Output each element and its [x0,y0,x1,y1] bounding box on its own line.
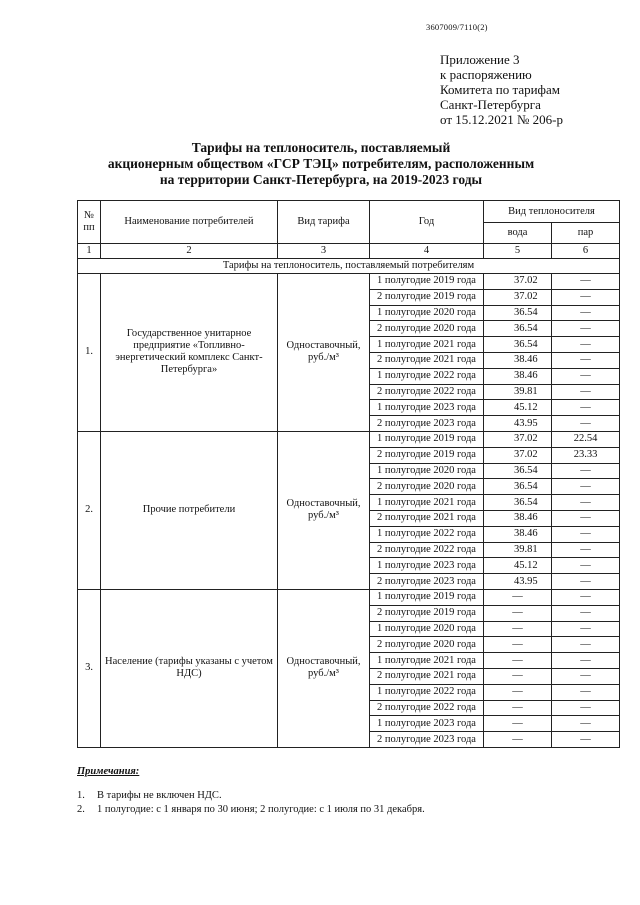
steam-value: — [552,668,620,684]
note-number: 2. [77,804,85,815]
period-cell: 1 полугодие 2021 года [370,337,484,353]
water-value: 45.12 [484,558,552,574]
period-cell: 1 полугодие 2021 года [370,495,484,511]
steam-value: 23.33 [552,447,620,463]
steam-value: — [552,684,620,700]
period-cell: 1 полугодие 2021 года [370,653,484,669]
appendix-line: к распоряжению [440,67,532,82]
water-value: — [484,621,552,637]
water-value: — [484,700,552,716]
water-value: — [484,605,552,621]
period-cell: 2 полугодие 2020 года [370,637,484,653]
period-cell: 1 полугодие 2023 года [370,558,484,574]
header-carrier-type: Вид теплоносителя [484,201,620,223]
header-water: вода [484,223,552,244]
steam-value: — [552,400,620,416]
index-cell: 5 [484,244,552,259]
steam-value: — [552,510,620,526]
index-cell: 1 [78,244,101,259]
period-cell: 2 полугодие 2019 года [370,289,484,305]
water-value: 43.95 [484,574,552,590]
note-item [77,789,425,803]
header-steam: пар [552,223,620,244]
water-value: 43.95 [484,416,552,432]
tariff-type: Одноставочный, руб./м³ [278,274,370,432]
steam-value: — [552,605,620,621]
period-cell: 2 полугодие 2022 года [370,700,484,716]
index-cell: 6 [552,244,620,259]
water-value: 36.54 [484,305,552,321]
appendix-line: Приложение 3 [440,52,520,67]
period-cell: 2 полугодие 2021 года [370,510,484,526]
water-value: — [484,668,552,684]
water-value: 36.54 [484,463,552,479]
steam-value: — [552,574,620,590]
index-row [78,244,620,259]
water-value: 45.12 [484,400,552,416]
steam-value: — [552,352,620,368]
table-row [78,274,620,290]
steam-value: — [552,321,620,337]
group-number: 2. [78,431,101,589]
period-cell: 1 полугодие 2023 года [370,716,484,732]
steam-value: — [552,384,620,400]
water-value: 37.02 [484,447,552,463]
period-cell: 2 полугодие 2023 года [370,574,484,590]
period-cell: 1 полугодие 2019 года [370,589,484,605]
index-cell: 3 [278,244,370,259]
header-consumers: Наименование потребителей [101,201,278,244]
consumer-name: Население (тарифы указаны с учетом НДС) [101,589,278,747]
water-value: 38.46 [484,510,552,526]
period-cell: 1 полугодие 2019 года [370,274,484,290]
note-text: В тарифы не включен НДС. [97,790,222,801]
index-cell: 4 [370,244,484,259]
period-cell: 2 полугодие 2021 года [370,352,484,368]
index-cell: 2 [101,244,278,259]
table-row [78,589,620,605]
period-cell: 1 полугодие 2019 года [370,431,484,447]
water-value: 36.54 [484,321,552,337]
water-value: — [484,653,552,669]
steam-value: — [552,716,620,732]
steam-value: — [552,621,620,637]
water-value: 38.46 [484,352,552,368]
appendix-line: от 15.12.2021 № 206-р [440,112,563,127]
period-cell: 1 полугодие 2020 года [370,463,484,479]
document-number: 3607009/7110(2) [426,22,488,32]
appendix-line: Санкт-Петербурга [440,97,541,112]
period-cell: 1 полугодие 2022 года [370,526,484,542]
period-cell: 2 полугодие 2019 года [370,447,484,463]
period-cell: 2 полугодие 2020 года [370,479,484,495]
water-value: 36.54 [484,337,552,353]
steam-value: — [552,479,620,495]
water-value: 39.81 [484,384,552,400]
period-cell: 1 полугодие 2022 года [370,684,484,700]
steam-value: — [552,589,620,605]
consumer-name: Государственное унитарное предприятие «Топливно-энергетический комплекс Санкт-Петербурга» [101,274,278,432]
groups-body [78,274,620,748]
appendix-block [440,52,563,127]
steam-value: — [552,558,620,574]
water-value: — [484,637,552,653]
water-value: — [484,716,552,732]
tariff-type: Одноставочный, руб./м³ [278,431,370,589]
water-value: — [484,684,552,700]
water-value: 38.46 [484,526,552,542]
steam-value: 22.54 [552,431,620,447]
note-number: 1. [77,790,85,801]
header-num: № пп [78,201,101,244]
header-tariff-type: Вид тарифа [278,201,370,244]
period-cell: 1 полугодие 2020 года [370,621,484,637]
period-cell: 2 полугодие 2021 года [370,668,484,684]
group-number: 3. [78,589,101,747]
steam-value: — [552,274,620,290]
water-value: 37.02 [484,274,552,290]
title-line: Тарифы на теплоноситель, поставляемый [191,140,451,155]
water-value: 36.54 [484,479,552,495]
consumer-name: Прочие потребители [101,431,278,589]
period-cell: 2 полугодие 2019 года [370,605,484,621]
steam-value: — [552,368,620,384]
notes-block [77,766,425,817]
steam-value: — [552,463,620,479]
water-value: — [484,732,552,748]
steam-value: — [552,526,620,542]
period-cell: 2 полугодие 2023 года [370,416,484,432]
steam-value: — [552,732,620,748]
tariffs-table [77,200,620,748]
steam-value: — [552,305,620,321]
water-value: 37.02 [484,289,552,305]
note-item [77,803,425,817]
steam-value: — [552,700,620,716]
water-value: 36.54 [484,495,552,511]
steam-value: — [552,542,620,558]
water-value: — [484,589,552,605]
steam-value: — [552,637,620,653]
header-year: Год [370,201,484,244]
document-title [60,140,582,188]
steam-value: — [552,337,620,353]
group-number: 1. [78,274,101,432]
section-row [78,259,620,274]
steam-value: — [552,495,620,511]
title-line: на территории Санкт-Петербурга, на 2019-2023 годы [159,172,483,187]
period-cell: 2 полугодие 2022 года [370,384,484,400]
steam-value: — [552,653,620,669]
appendix-line: Комитета по тарифам [440,82,560,97]
period-cell: 2 полугодие 2022 года [370,542,484,558]
period-cell: 1 полугодие 2020 года [370,305,484,321]
steam-value: — [552,416,620,432]
header-row [78,201,620,223]
notes-title: Примечания: [77,766,140,777]
steam-value: — [552,289,620,305]
period-cell: 2 полугодие 2023 года [370,732,484,748]
section-title: Тарифы на теплоноситель, поставляемый потребителям [78,259,620,274]
period-cell: 1 полугодие 2023 года [370,400,484,416]
period-cell: 2 полугодие 2020 года [370,321,484,337]
water-value: 37.02 [484,431,552,447]
title-line: акционерным обществом «ГСР ТЭЦ» потребителям, расположенным [107,156,535,171]
water-value: 38.46 [484,368,552,384]
table-row [78,431,620,447]
period-cell: 1 полугодие 2022 года [370,368,484,384]
note-text: 1 полугодие: с 1 января по 30 июня; 2 полугодие: с 1 июля по 31 декабря. [97,804,425,815]
water-value: 39.81 [484,542,552,558]
tariff-type: Одноставочный, руб./м³ [278,589,370,747]
